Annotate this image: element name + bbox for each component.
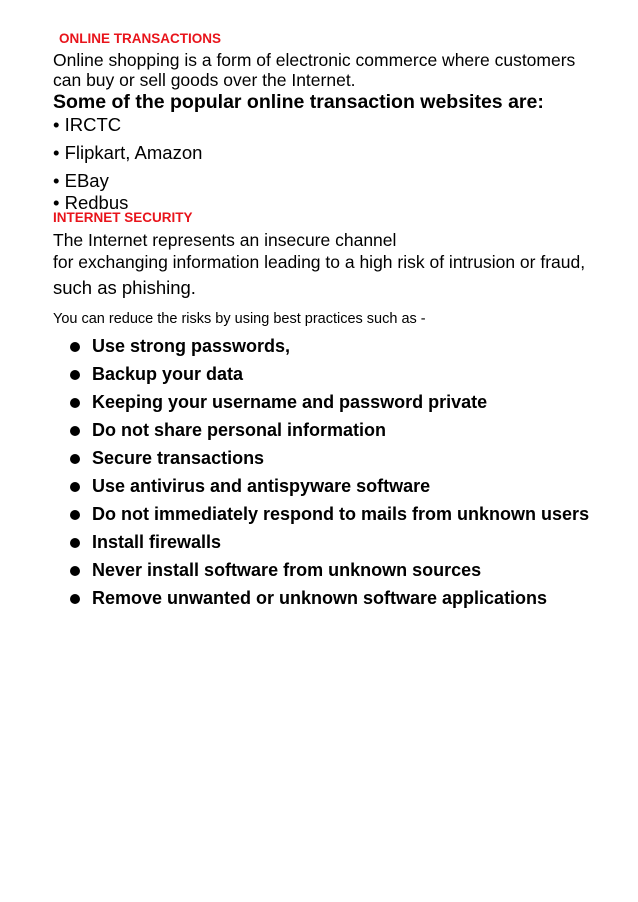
bullet-dot-icon xyxy=(70,566,80,576)
list-item-practice xyxy=(70,532,610,553)
popular-websites-list xyxy=(53,114,202,214)
bullet-dot-icon xyxy=(70,398,80,408)
practice-text: Never install software from unknown sources xyxy=(92,560,482,580)
list-item-practice xyxy=(70,476,610,497)
internet-security-paragraph-line-3: such as phishing. xyxy=(53,277,196,298)
practice-text: Backup your data xyxy=(92,364,244,384)
bullet-dot-icon xyxy=(70,454,80,464)
practice-text: Remove unwanted or unknown software applications xyxy=(92,588,548,608)
bullet-dot-icon xyxy=(70,342,80,352)
list-item-practice xyxy=(70,588,610,609)
practice-text: Keeping your username and password private xyxy=(92,392,488,412)
internet-security-paragraph-line-1: The Internet represents an insecure channel xyxy=(53,230,397,250)
practice-text: Do not share personal information xyxy=(92,420,387,440)
practice-text: Use strong passwords, xyxy=(92,336,291,356)
bullet-dot-icon xyxy=(70,538,80,548)
list-item-website: • EBay xyxy=(53,170,109,191)
practice-text: Use antivirus and antispyware software xyxy=(92,476,431,496)
internet-security-heading: INTERNET SECURITY xyxy=(53,210,193,225)
best-practices-list xyxy=(70,336,610,616)
list-item-website: • IRCTC xyxy=(53,114,122,135)
internet-security-paragraph-line-2: for exchanging information leading to a high risk of intrusion or fraud, xyxy=(53,252,586,272)
list-item-practice xyxy=(70,504,610,525)
online-shopping-paragraph-line-1: Online shopping is a form of electronic commerce where customers xyxy=(53,50,576,70)
practice-text: Do not immediately respond to mails from unknown users xyxy=(92,504,590,524)
list-item-practice xyxy=(70,364,610,385)
bullet-dot-icon xyxy=(70,426,80,436)
list-item-practice xyxy=(70,420,610,441)
bullet-dot-icon xyxy=(70,594,80,604)
bullet-dot-icon xyxy=(70,510,80,520)
online-transactions-heading: ONLINE TRANSACTIONS xyxy=(59,31,221,46)
list-item-practice xyxy=(70,336,610,357)
best-practices-intro: You can reduce the risks by using best practices such as - xyxy=(53,311,426,327)
bullet-dot-icon xyxy=(70,482,80,492)
popular-websites-subheading: Some of the popular online transaction websites are: xyxy=(53,91,544,113)
list-item-website: • Redbus xyxy=(53,192,129,213)
list-item-practice xyxy=(70,560,610,581)
practice-text: Secure transactions xyxy=(92,448,265,468)
list-item-practice xyxy=(70,448,610,469)
list-item-practice xyxy=(70,392,610,413)
list-item-website: • Flipkart, Amazon xyxy=(53,142,203,163)
practice-text: Install firewalls xyxy=(92,532,222,552)
bullet-dot-icon xyxy=(70,370,80,380)
online-shopping-paragraph-line-2: can buy or sell goods over the Internet. xyxy=(53,70,356,90)
